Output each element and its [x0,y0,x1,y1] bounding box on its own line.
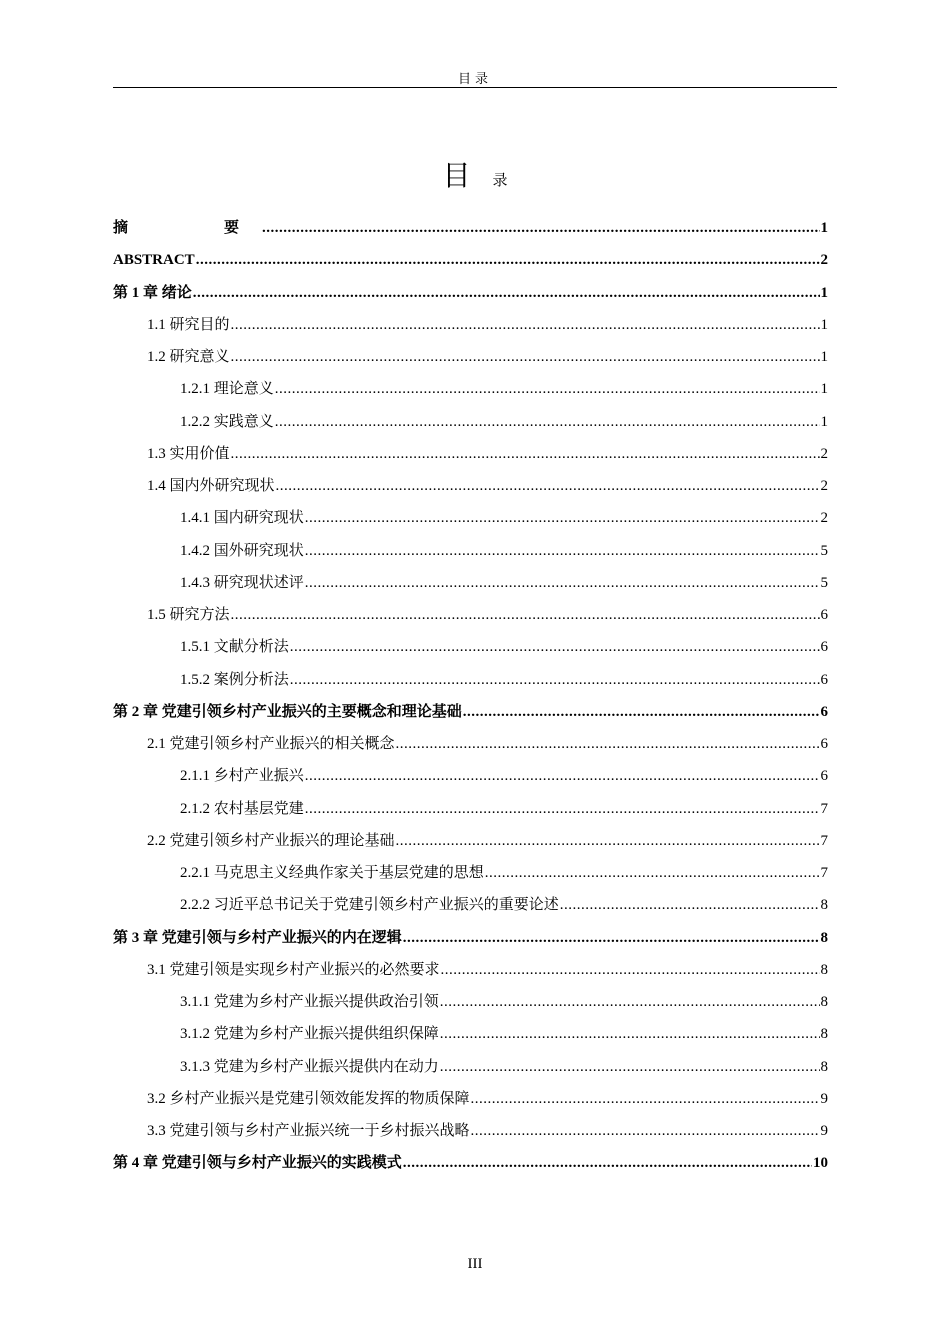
toc-leader-dots [441,954,820,986]
toc-entry-label: 第 1 章 绪论 [113,284,192,301]
toc-entry-page: 1 [820,220,828,236]
toc-entry[interactable] [113,825,828,857]
toc-entry[interactable] [113,438,828,470]
table-of-contents [113,212,828,1180]
running-header: 目录 [457,71,492,86]
toc-leader-dots [403,1147,812,1179]
toc-leader-dots [231,341,820,373]
toc-entry[interactable] [113,793,828,825]
toc-entry-label: 2.1.2 农村基层党建 [180,800,304,817]
toc-entry-page: 6 [820,607,828,623]
toc-entry-page: 7 [820,865,828,881]
toc-entry[interactable] [113,857,828,889]
toc-entry-page: 8 [820,1026,828,1043]
toc-entry-label: 1.3 实用价值 [147,445,230,462]
toc-entry-page: 8 [820,1058,828,1075]
toc-entry-page: 10 [813,1155,828,1172]
toc-entry-page: 1 [820,284,828,301]
toc-entry[interactable] [113,567,828,599]
toc-leader-dots [305,793,820,825]
toc-leader-dots [275,406,820,438]
toc-entry-label: 2.2.2 习近平总书记关于党建引领乡村产业振兴的重要论述 [180,897,559,914]
toc-entry[interactable] [113,664,828,696]
toc-entry[interactable] [113,760,828,792]
toc-leader-dots [463,696,820,728]
toc-entry[interactable] [113,1083,828,1115]
toc-entry-label: 2.1 党建引领乡村产业振兴的相关概念 [147,736,395,752]
toc-entry-page: 1 [820,381,828,398]
toc-entry-label: 第 2 章 党建引领乡村产业振兴的主要概念和理论基础 [113,703,462,720]
toc-leader-dots [396,728,820,760]
toc-entry-page: 7 [820,832,828,849]
toc-entry[interactable] [113,599,828,631]
toc-entry-label: 第 4 章 党建引领与乡村产业振兴的实践模式 [113,1155,402,1172]
toc-entry-page: 9 [820,1090,828,1107]
toc-entry[interactable] [113,502,828,534]
toc-entry-page: 1 [820,349,828,365]
toc-entry[interactable] [113,277,828,309]
toc-leader-dots [305,535,820,567]
toc-entry[interactable] [113,406,828,438]
toc-entry-label: 3.2 乡村产业振兴是党建引领效能发挥的物质保障 [147,1090,470,1107]
toc-entry-page: 6 [820,671,828,688]
toc-entry-label: ABSTRACT [113,252,195,269]
toc-entry-label: 1.4 国内外研究现状 [147,478,275,494]
toc-entry-label: 1.5.1 文献分析法 [180,639,289,656]
toc-leader-dots [275,373,820,405]
toc-leader-dots [231,438,820,470]
toc-entry[interactable] [113,373,828,405]
toc-entry-page: 6 [820,736,828,752]
toc-entry-page: 5 [820,542,828,559]
toc-entry-label: 1.5 研究方法 [147,607,230,623]
toc-entry[interactable] [113,986,828,1018]
toc-entry-page: 8 [820,929,828,946]
page-title [0,160,950,198]
toc-entry[interactable] [113,535,828,567]
toc-entry[interactable] [113,631,828,663]
toc-entry-page: 1 [820,316,828,333]
toc-leader-dots [305,502,820,534]
toc-entry[interactable] [113,889,828,921]
toc-entry[interactable] [113,309,828,341]
toc-entry-label: 1.4.3 研究现状述评 [180,574,304,591]
toc-leader-dots [305,760,820,792]
toc-entry-page: 9 [820,1123,828,1139]
toc-entry[interactable] [113,470,828,502]
toc-entry-label: 3.1.2 党建为乡村产业振兴提供组织保障 [180,1026,439,1043]
toc-entry-label: 1.2.2 实践意义 [180,413,274,430]
toc-entry-page: 8 [820,994,828,1010]
toc-entry-label: 第 3 章 党建引领与乡村产业振兴的内在逻辑 [113,929,402,946]
toc-leader-dots [560,889,820,921]
toc-leader-dots [262,212,819,244]
toc-leader-dots [231,599,820,631]
toc-entry[interactable] [113,1147,828,1179]
toc-entry-label: 1.1 研究目的 [147,316,230,333]
toc-entry[interactable] [113,728,828,760]
toc-entry-label: 1.4.2 国外研究现状 [180,542,304,559]
toc-entry-page: 7 [820,800,828,817]
toc-leader-dots [276,470,820,502]
toc-entry-label: 3.1 党建引领是实现乡村产业振兴的必然要求 [147,961,440,978]
toc-leader-dots [290,664,820,696]
toc-leader-dots [471,1115,820,1147]
toc-entry[interactable] [113,954,828,986]
toc-entry-label: 1.2 研究意义 [147,349,230,365]
toc-leader-dots [231,309,820,341]
page-number: III [467,1256,483,1272]
toc-entry[interactable] [113,244,828,276]
toc-entry-label: 3.3 党建引领与乡村产业振兴统一于乡村振兴战略 [147,1123,470,1139]
header-rule [113,87,837,88]
title-sub: 录 [492,173,508,189]
toc-leader-dots [485,857,820,889]
toc-entry-label: 1.4.1 国内研究现状 [180,510,304,527]
toc-entry-label: 2.2.1 马克思主义经典作家关于基层党建的思想 [180,865,484,881]
toc-leader-dots [440,986,820,1018]
toc-leader-dots [471,1083,820,1115]
toc-leader-dots [290,631,820,663]
toc-entry-page: 6 [820,639,828,656]
toc-entry[interactable] [113,922,828,954]
toc-entry[interactable] [113,696,828,728]
toc-leader-dots [396,825,820,857]
toc-entry-page: 6 [820,768,828,785]
toc-entry-label: 2.1.1 乡村产业振兴 [180,768,304,785]
toc-entry-label: 1.5.2 案例分析法 [180,671,289,688]
toc-entry-page: 2 [820,510,828,527]
toc-entry-label: 1.2.1 理论意义 [180,381,274,398]
toc-entry-label: 3.1.3 党建为乡村产业振兴提供内在动力 [180,1058,439,1075]
toc-leader-dots [440,1051,820,1083]
toc-entry[interactable] [113,341,828,373]
toc-entry-label: 2.2 党建引领乡村产业振兴的理论基础 [147,832,395,849]
toc-entry[interactable] [113,212,828,244]
toc-entry-page: 2 [820,445,828,462]
toc-entry-page: 1 [820,413,828,430]
toc-entry-label: 3.1.1 党建为乡村产业振兴提供政治引领 [180,994,439,1010]
toc-entry-page: 8 [820,961,828,978]
toc-entry-label: 摘 要 [113,220,262,236]
toc-entry[interactable] [113,1115,828,1147]
toc-entry[interactable] [113,1051,828,1083]
toc-leader-dots [196,244,820,276]
toc-entry[interactable] [113,1018,828,1050]
toc-entry-page: 6 [820,703,828,720]
toc-entry-page: 2 [820,252,828,269]
toc-leader-dots [403,922,820,954]
toc-leader-dots [193,277,820,309]
title-main: 目 [442,161,471,192]
toc-entry-page: 5 [820,574,828,591]
toc-leader-dots [305,567,820,599]
toc-leader-dots [440,1018,820,1050]
toc-entry-page: 2 [820,478,828,494]
toc-entry-page: 8 [820,897,828,914]
